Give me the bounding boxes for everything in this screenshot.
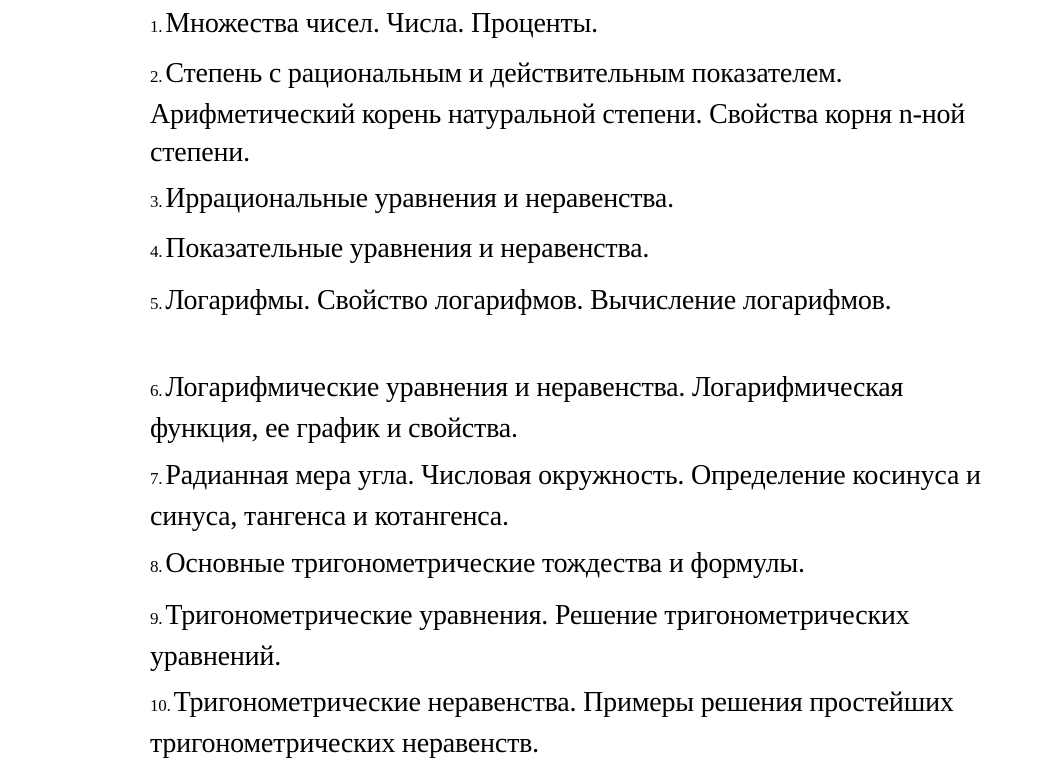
topic-number: 3. (150, 192, 163, 211)
topic-item (150, 55, 990, 172)
topic-item (150, 282, 990, 323)
topic-number: 2. (150, 67, 163, 86)
topic-item (150, 545, 990, 586)
topic-text: Тригонометрические уравнения. Решение тригонометрических уравнений. (150, 600, 910, 672)
topic-item (150, 597, 990, 676)
topic-number: 9. (150, 609, 163, 628)
topic-text: Основные тригонометрические тождества и формулы. (165, 548, 805, 579)
topic-text: Показательные уравнения и неравенства. (165, 233, 650, 264)
topic-text: Логарифмы. Свойство логарифмов. Вычисление логарифмов. (165, 285, 892, 316)
topic-item (150, 180, 990, 221)
topic-number: 5. (150, 294, 163, 313)
topic-item (150, 457, 990, 536)
topic-item (150, 5, 990, 46)
topic-text: Радианная мера угла. Числовая окружность. Определение косинуса и синуса, тангенса и котангенса. (150, 460, 981, 532)
topic-number: 1. (150, 17, 163, 36)
topic-text: Степень с рациональным и действительным показателем. Арифметический корень натуральной степени. Свойства корня n-ной степени. (150, 58, 966, 168)
topic-number: 4. (150, 242, 163, 261)
topic-number: 6. (150, 381, 163, 400)
topic-number: 8. (150, 557, 163, 576)
topic-number: 10. (150, 696, 171, 715)
topic-text: Иррациональные уравнения и неравенства. (165, 183, 674, 214)
topic-text: Множества чисел. Числа. Проценты. (165, 8, 598, 39)
topic-text: Логарифмические уравнения и неравенства. Логарифмическая функция, ее график и свойства. (150, 372, 904, 444)
topic-text: Тригонометрические неравенства. Примеры решения простейших тригонометрических неравенств. (150, 687, 954, 759)
topic-item (150, 369, 990, 448)
topic-item (150, 684, 990, 763)
topic-number: 7. (150, 469, 163, 488)
topic-item (150, 230, 990, 271)
